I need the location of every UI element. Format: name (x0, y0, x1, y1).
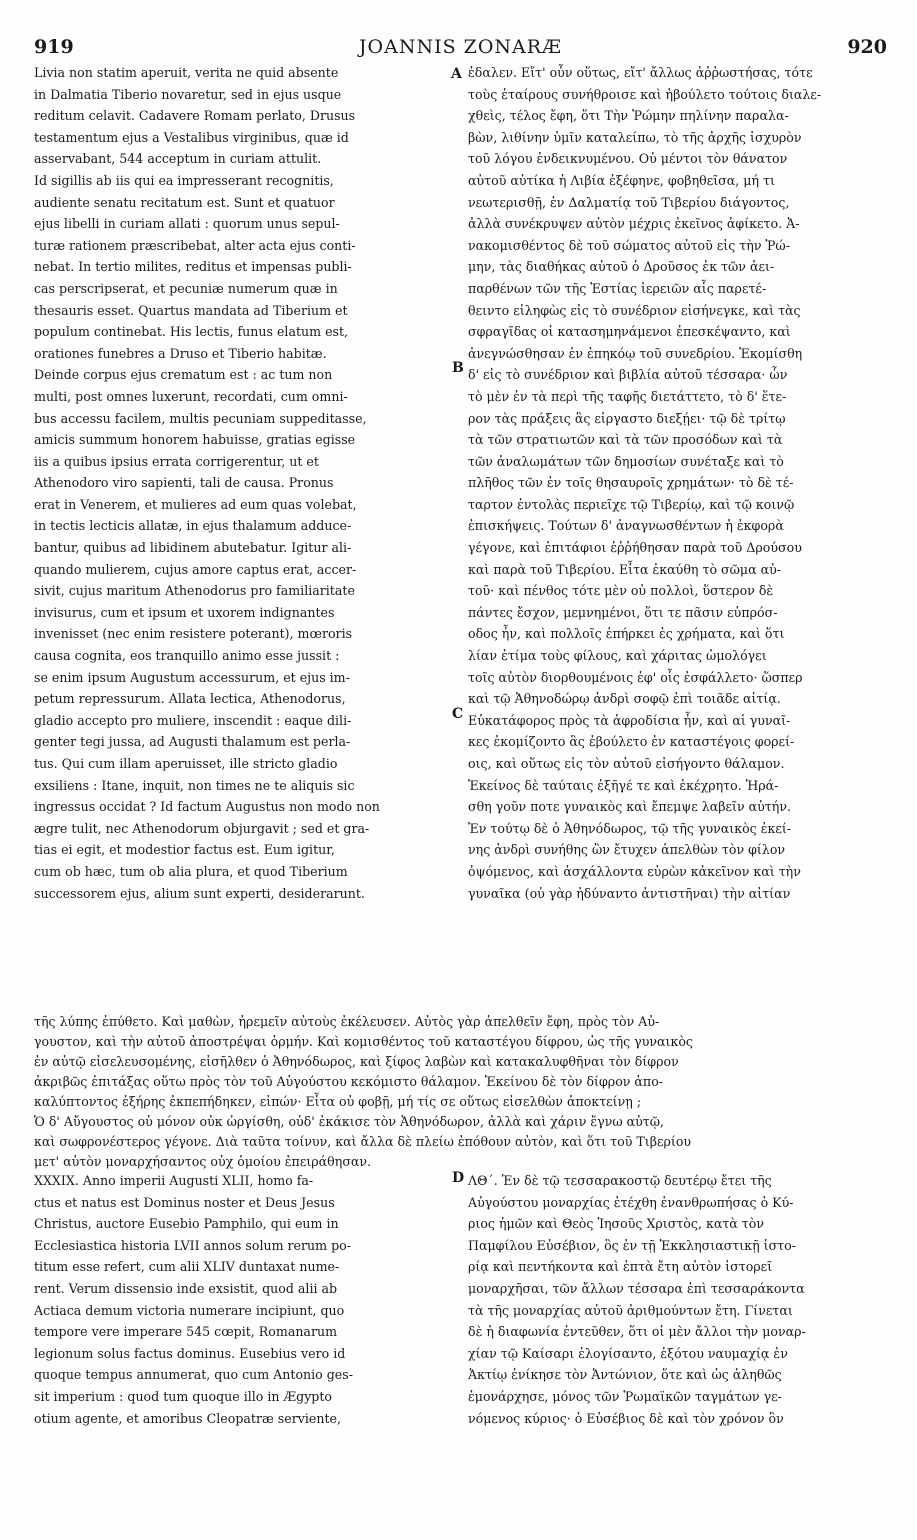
latin-text-line: genter tegi jussa, ad Augusti thalamum est perla- (34, 734, 351, 750)
latin-text-line: invisurus, cum et ipsum et uxorem indignantes (34, 604, 335, 620)
margin-marker-a: A (451, 66, 462, 82)
latin-column-bottom (34, 1170, 444, 1429)
greek-text-line: Ὁ δ' Αὔγουστος οὐ μόνον οὐκ ὠργίσθη, οὐδ' ἐκάκισε τὸν Ἀθηνόδωρον, ἀλλὰ καὶ χάριν ἔγνω αὐτῷ, (34, 1114, 665, 1129)
greek-text-line: γυναῖκα (οὐ γὰρ ἠδύναντο ἀντιστῆναι) τὴν αἰτίαν (468, 885, 791, 901)
greek-text-line: νόμενος κύριος· ὁ Εὐσέβιος δὲ καὶ τὸν χρόνον ὃν (468, 1410, 784, 1426)
margin-marker-b: B (452, 360, 464, 376)
latin-text-line: tempore vere imperare 545 cœpit, Romanarum (34, 1324, 338, 1340)
page-header (34, 36, 887, 62)
latin-text-line: iis a quibus ipsius errata corrigerentur, ut et (34, 453, 319, 469)
greek-text-line: οις, καὶ οὕτως εἰς τὸν αὐτοῦ εἰσήγοντο θάλαμον. (468, 756, 785, 771)
greek-text-line: τοῖς αὐτὸν διορθουμένοις ἐφ' οἷς ἐσφάλλετο· ὥσπερ (468, 669, 803, 685)
greek-text-line: πλῆθος τῶν ἐν τοῖς θησαυροῖς χρημάτων· τὸ δὲ τέ- (468, 475, 794, 491)
margin-marker-c: C (452, 706, 464, 722)
greek-text-line: ἐδαλεν. Εἴτ' οὖν οὕτως, εἴτ' ἄλλως ἀῤῥωστήσας, τότε (468, 65, 813, 80)
greek-text-line: Αὐγούστου μοναρχίας ἐτέχθη ἐνανθρωπήσας ὁ Κύ- (468, 1194, 794, 1210)
greek-text-line: ΛΘ΄. Ἐν δὲ τῷ τεσσαρακοστῷ δευτέρῳ ἔτει τῆς (468, 1173, 772, 1188)
greek-full-width-block (34, 1012, 888, 1172)
greek-text-line: Ἐν τούτῳ δὲ ὁ Ἀθηνόδωρος, τῷ τῆς γυναικὸς ἐκεί- (468, 820, 792, 836)
greek-text-line: Παμφίλου Εὐσέβιον, ὃς ἐν τῇ Ἐκκλησιαστικῇ ἱστο- (468, 1237, 796, 1253)
greek-column-bottom (468, 1170, 888, 1429)
greek-text-line: ἐμονάρχησε, μόνος τῶν Ῥωμαϊκῶν ταγμάτων γε- (468, 1388, 782, 1404)
greek-text-line: αὐτοῦ αὐτίκα ἡ Λιβία ἐξέφηνε, φοβηθεῖσα, μή τι (468, 172, 775, 188)
greek-text-line: ἐν αὐτῷ εἰσελευσομένης, εἰσῆλθεν ὁ Ἀθηνόδωρος, καὶ ξίφος λαβὼν καὶ κατακαλυφθῆναι τὸν δίφρον (34, 1054, 679, 1069)
greek-text-line: λίαν ἐτίμα τοὺς φίλους, καὶ χάριτας ὡμολόγει (468, 648, 767, 664)
greek-text-line: οδος ἦν, καὶ πολλοῖς ἐπήρκει ἐς χρήματα, καὶ ὅτι (468, 626, 785, 642)
greek-text-line: μετ' αὐτὸν μοναρχήσαντος οὐχ ὁμοίου ἐπειράθησαν. (34, 1154, 372, 1169)
latin-text-line: tus. Qui cum illam aperuisset, ille stricto gladio (34, 756, 338, 771)
greek-text-line: τὸ μὲν ἐν τὰ περὶ τῆς ταφῆς διετάττετο, τὸ δ' ἕτε- (468, 388, 787, 404)
greek-text-line: βὼν, λιθίνην ὑμῖν καταλείπω, τὸ τῆς ἀρχῆς ἰσχυρὸν (468, 129, 802, 145)
latin-text-line: amicis summum honorem habuisse, gratias egisse (34, 432, 356, 448)
latin-text-line: in tectis lecticis allatæ, in ejus thalamum adduce- (34, 518, 352, 534)
latin-text-line: thesauris esset. Quartus mandata ad Tiberium et (34, 302, 348, 318)
latin-text-line: se enim ipsum Augustum accessurum, et ejus im- (34, 669, 350, 685)
greek-text-line: Ἀκτίῳ ἐνίκησε τὸν Ἀντώνιον, ὅτε καὶ ὡς ἀληθῶς (468, 1367, 782, 1383)
latin-text-line: ejus libelli in curiam allati : quorum unus sepul- (34, 216, 340, 232)
greek-text-line: πάντες ἔσχον, μεμνημένοι, ὅτι τε πᾶσιν εὐπρόσ- (468, 604, 778, 620)
greek-text-line: τῶν ἀναλωμάτων τῶν δημοσίων συνέταξε καὶ τὸ (468, 453, 784, 469)
greek-text-line: καλύπτοντος ἐξήρης ἐκπεπήδηκεν, εἰπών· Εἶτα οὐ φοβῇ, μή τίς σε οὕτως εἰσελθὼν ἀποκτείνῃ ; (34, 1094, 642, 1109)
greek-text-line: χθεὶς, τέλος ἔφη, ὅτι Τὴν Ῥώμην πηλίνην παραλα- (468, 108, 789, 124)
page-number-left: 919 (34, 36, 74, 58)
latin-text-line: testamentum ejus a Vestalibus virginibus, quæ id (34, 129, 349, 145)
greek-text-line: τοῦ· καὶ πένθος τότε μὲν οὐ πολλοὶ, ὕστερον δὲ (468, 583, 774, 599)
greek-text-line: χίαν τῷ Καίσαρι ἐλογίσαντο, ἐξότου ναυμαχίᾳ ἐν (468, 1345, 788, 1361)
greek-text-line: δ' εἰς τὸ συνέδριον καὶ βιβλία αὐτοῦ τέσσαρα· ὧν (468, 367, 788, 383)
latin-text-line: Livia non statim aperuit, verita ne quid absente (34, 65, 339, 80)
greek-text-line: κες ἐκομίζοντο ἃς ἐβούλετο ἐν καταστέγοις φορεί- (468, 734, 795, 750)
latin-text-line: legionum solus factus dominus. Eusebius vero id (34, 1345, 346, 1361)
latin-text-line: invenisset (nec enim resistere poterant), mœroris (34, 626, 353, 642)
latin-text-line: causa cognita, eos tranquillo animo esse jussit : (34, 648, 340, 664)
latin-text-line: Actiaca demum victoria numerare incipiunt, quo (34, 1302, 345, 1318)
latin-text-line: tias ei egit, et modestior factus est. Eum igitur, (34, 842, 335, 858)
greek-text-line: ὀψόμενος, καὶ ἀσχάλλοντα εὑρὼν κἀκεῖνον καὶ τὴν (468, 863, 801, 879)
latin-text-line: gladio accepto pro muliere, inscendit : eaque dili- (34, 712, 352, 728)
latin-text-line: titum esse refert, cum alii XLIV duntaxat nume- (34, 1259, 340, 1275)
latin-text-line: ingressus occidat ? Id factum Augustus non modo non (34, 799, 380, 815)
latin-text-line: rent. Verum dissensio inde exsistit, quod alii ab (34, 1280, 338, 1296)
greek-text-line: ρίᾳ καὶ πεντήκοντα καὶ ἑπτὰ ἔτη αὐτὸν ἱστορεῖ (468, 1259, 773, 1275)
latin-text-line: Athenodoro viro sapienti, tali de causa. Pronus (34, 475, 334, 491)
latin-text-line: turæ rationem præscribebat, alter acta ejus conti- (34, 237, 356, 253)
greek-text-line: ριος ἡμῶν καὶ Θεὸς Ἰησοῦς Χριστὸς, κατὰ τὸν (468, 1216, 765, 1232)
latin-column-top (34, 62, 449, 904)
latin-text-line: Deinde corpus ejus crematum est : ac tum non (34, 367, 333, 383)
latin-text-line: exsiliens : Itane, inquit, non times ne te aliquis sic (34, 777, 355, 793)
greek-text-line: ρον τὰς πράξεις ἃς εἰργαστο διεξῄει· τῷ δὲ τρίτῳ (468, 410, 786, 426)
latin-text-line: erat in Venerem, et mulieres ad eum quas volebat, (34, 496, 357, 512)
greek-text-line: ταρτον ἐντολὰς περιεῖχε τῷ Τιβερίῳ, καὶ τῷ κοινῷ (468, 496, 795, 512)
greek-text-line: παρθένων τῶν τῆς Ἑστίας ἱερειῶν αἷς παρετέ- (468, 280, 767, 296)
greek-text-line: ἀκριβῶς ἐπιτάξας οὕτω πρὸς τὸν τοῦ Αὐγούστου κεκόμιστο θάλαμον. Ἐκείνου δὲ τὸν δίφρον ἀπο- (34, 1074, 664, 1089)
latin-text-line: XXXIX. Anno imperii Augusti XLII, homo fa- (34, 1173, 314, 1188)
greek-text-line: νης ἀνδρὶ συνήθης ὢν ἔτυχεν ἀπελθὼν τὸν φίλον (468, 842, 786, 858)
greek-text-line: μοναρχῆσαι, τῶν ἄλλων τέσσαρα ἐπὶ τεσσαράκοντα (468, 1280, 805, 1296)
latin-text-line: quando mulierem, cujus amore captus erat, accer- (34, 561, 357, 577)
greek-text-line: τῆς λύπης ἐπύθετο. Καὶ μαθὼν, ἠρεμεῖν αὐτοὺς ἐκέλευσεν. Αὐτὸς γὰρ ἀπελθεῖν ἔφη, πρὸς τὸν Αὐ- (34, 1014, 660, 1029)
greek-text-line: καὶ παρὰ τοῦ Τιβερίου. Εἶτα ἐκαύθη τὸ σῶμα αὐ- (468, 561, 781, 577)
latin-text-line: cum ob hæc, tum ob alia plura, et quod Tiberium (34, 863, 348, 879)
latin-text-line: asservabant, 544 acceptum in curiam attulit. (34, 151, 322, 167)
latin-text-line: nebat. In tertio milites, reditus et impensas publi- (34, 259, 352, 275)
greek-text-line: γουστον, καὶ τὴν αὐτοῦ ἀποστρέψαι ὁρμήν. Καὶ κομισθέντος τοῦ καταστέγου δίφρου, ὡς τῆς γυναικὸς (34, 1034, 693, 1049)
greek-text-line: τὰ τῶν στρατιωτῶν καὶ τὰ τῶν προσόδων καὶ τὰ (468, 432, 783, 448)
latin-text-line: Id sigillis ab iis qui ea impresserant recognitis, (34, 172, 334, 188)
latin-text-line: orationes funebres a Druso et Tiberio habitæ. (34, 345, 327, 361)
greek-text-line: νακομισθέντος δὲ τοῦ σώματος αὐτοῦ εἰς τὴν Ῥώ- (468, 237, 790, 253)
greek-text-line: σθη γοῦν ποτε γυναικὸς καὶ ἔπεμψε λαβεῖν αὐτήν. (468, 799, 791, 815)
latin-text-line: cas perscripserat, et pecuniæ numerum quæ in (34, 280, 338, 296)
greek-text-line: καὶ τῷ Ἀθηνοδώρῳ ἀνδρὶ σοφῷ ἐπὶ τοιᾶδε αἰτίᾳ. (468, 691, 781, 707)
greek-text-line: τὰ τῆς μοναρχίας αὐτοῦ ἀριθμούντων ἔτη. Γίνεται (468, 1302, 793, 1318)
greek-text-line: Εὐκατάφορος πρὸς τὰ ἀφροδίσια ἦν, καὶ αἱ γυναῖ- (468, 712, 791, 728)
latin-text-line: ægre tulit, nec Athenodorum objurgavit ; sed et gra- (34, 820, 370, 836)
latin-text-line: sivit, cujus maritum Athenodorus pro familiaritate (34, 583, 355, 599)
greek-text-line: θειντο εἰληφὼς εἰς τὸ συνέδριον εἰσήνεγκε, καὶ τὰς (468, 302, 801, 318)
latin-text-line: otium agente, et amoribus Cleopatræ serviente, (34, 1410, 341, 1426)
greek-text-line: δὲ ἡ διαφωνία ἐντεῦθεν, ὅτι οἱ μὲν ἄλλοι τὴν μοναρ- (468, 1324, 806, 1340)
greek-text-line: καὶ σωφρονέστερος γέγονε. Διὰ ταῦτα τοίνυν, καὶ ἄλλα δὲ πλείω ἐπόθουν αὐτὸν, καὶ ὅτι τοῦ Τιβερίου (34, 1134, 692, 1149)
latin-text-line: Ecclesiastica historia LVII annos solum rerum po- (34, 1237, 351, 1253)
latin-text-line: populum continebat. His lectis, funus elatum est, (34, 324, 349, 340)
latin-text-line: ctus et natus est Dominus noster et Deus Jesus (34, 1194, 335, 1210)
greek-text-line: σφραγῖδας οἱ κατασημηνάμενοι ἐπεσκέψαντο, καὶ (468, 324, 791, 340)
running-title: JOANNIS ZONARÆ (358, 36, 563, 58)
latin-text-line: bantur, quibus ad libidinem abutebatur. Igitur ali- (34, 540, 352, 556)
greek-text-line: μην, τὰς διαθήκας αὐτοῦ ὁ Δροῦσος ἐκ τῶν ἀει- (468, 259, 775, 275)
latin-text-line: multi, post omnes luxerunt, recordati, cum omni- (34, 388, 348, 404)
greek-text-line: ἐπισκήψεις. Τούτων δ' ἀναγνωσθέντων ἡ ἐκφορὰ (468, 518, 784, 534)
greek-column-top (468, 62, 888, 904)
greek-text-line: ἀλλὰ συνέκρυψεν αὐτὸν μέχρις ἐκεῖνος ἀφίκετο. Ἀ- (468, 216, 800, 232)
latin-text-line: Christus, auctore Eusebio Pamphilo, qui eum in (34, 1216, 339, 1232)
margin-marker-d: D (452, 1170, 465, 1186)
greek-text-line: ἀνεγνώσθησαν ἐν ἐπηκόῳ τοῦ συνεδρίου. Ἐκομίσθη (468, 345, 803, 361)
latin-text-line: audiente senatu recitatum est. Sunt et quatuor (34, 194, 335, 210)
latin-text-line: quoque tempus annumerat, quo cum Antonio ges- (34, 1367, 353, 1383)
latin-text-line: successorem ejus, alium sunt experti, desiderarunt. (34, 885, 365, 901)
greek-text-line: νεωτερισθῇ, ἐν Δαλματίᾳ τοῦ Τιβερίου διάγοντος, (468, 194, 790, 210)
latin-text-line: bus accessu facilem, multis pecuniam suppeditasse, (34, 410, 367, 426)
greek-text-line: γέγονε, καὶ ἐπιτάφιοι ἐῤῥήθησαν παρὰ τοῦ Δρούσου (468, 540, 802, 556)
greek-text-line: Ἐκείνος δὲ ταύταις ἐξῆγέ τε καὶ ἐκέχρητο. Ἠρά- (468, 777, 779, 793)
latin-text-line: sit imperium : quod tum quoque illo in Ægypto (34, 1388, 333, 1404)
latin-text-line: petum repressurum. Allata lectica, Athenodorus, (34, 691, 346, 707)
greek-text-line: τοῦ λόγου ἐνδεικνυμένου. Οὐ μέντοι τὸν θάνατον (468, 151, 788, 167)
page-number-right: 920 (847, 36, 887, 58)
greek-text-line: τοὺς ἑταίρους συνήθροισε καὶ ἠβούλετο τούτοις διαλε- (468, 86, 822, 102)
latin-text-line: reditum celavit. Cadavere Romam perlato, Drusus (34, 108, 356, 124)
latin-text-line: in Dalmatia Tiberio novaretur, sed in ejus usque (34, 86, 342, 102)
